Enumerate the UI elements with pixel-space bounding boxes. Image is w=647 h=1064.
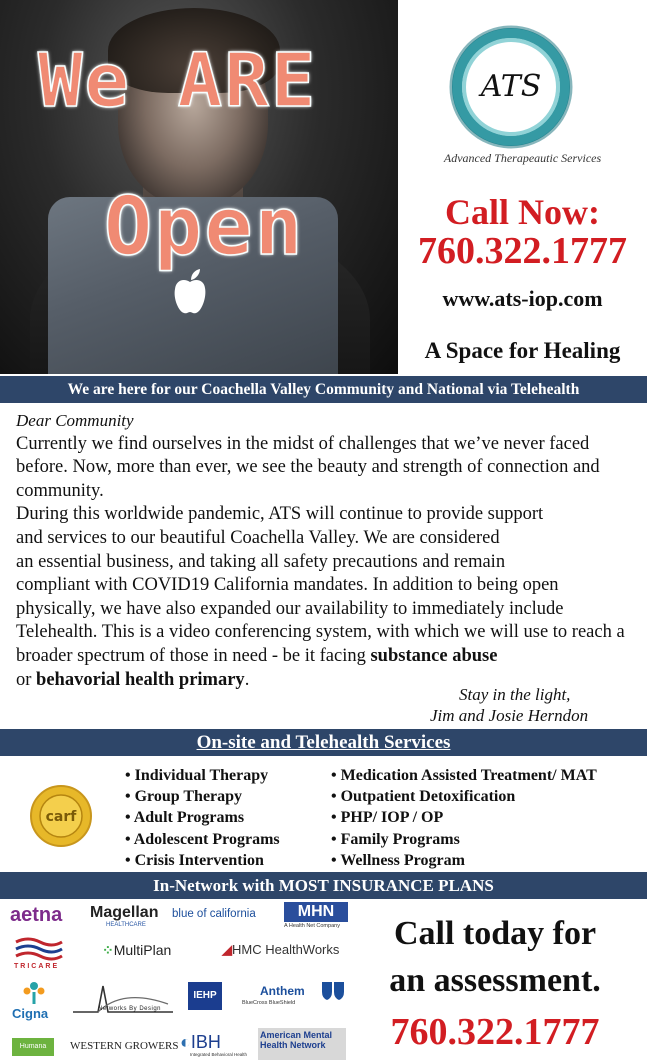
tricare-logo: TRICARE	[14, 963, 60, 970]
western-growers-logo: WESTERN GROWERS	[70, 1040, 179, 1052]
call-now-label: Call Now:	[445, 192, 600, 232]
ibh-logo	[180, 1032, 221, 1053]
mhn-logo: MHN	[284, 902, 348, 922]
magellan-logo: Magellan	[90, 904, 159, 921]
cta-line-1: Call today for	[393, 915, 597, 952]
letter-line: During this worldwide pandemic, ATS will continue to provide support	[16, 504, 544, 525]
company-name: Advanced Therapeautic Services	[443, 151, 602, 165]
bcbs-shield-icon	[320, 980, 346, 1002]
hmc-mark-icon: ◢	[222, 942, 232, 957]
services-banner	[0, 729, 647, 756]
service-item: • Adult Programs	[125, 807, 280, 828]
amhn-line-2: Health Network	[260, 1040, 326, 1050]
letter-text: or	[16, 669, 37, 690]
logo-text: ATS	[480, 69, 542, 104]
ibh-text: IBH	[190, 1032, 221, 1052]
services-heading: On-site and Telehealth Services	[196, 732, 451, 753]
letter-text: compliant with COVID19 California mandates. In addition to being open physically, we have also expanded our availability to immediately include Telehealth. This is a video conferencing system, with which we will use to reach a broader spectrum of those in need - be it facing	[16, 575, 625, 666]
aetna-logo: aetna	[10, 904, 63, 926]
services-list-left	[125, 765, 280, 871]
letter-line: an essential business, and taking all safety precautions and remain	[16, 551, 506, 572]
letter-line: and services to our beautiful Coachella Valley. We are considered	[16, 527, 500, 548]
carf-seal-icon	[30, 785, 92, 847]
service-item: • Individual Therapy	[125, 765, 280, 786]
cigna-logo: Cigna	[12, 1006, 49, 1021]
ibh-mark-icon: ◐	[180, 1032, 191, 1052]
letter-body	[16, 409, 641, 692]
insurance-banner: In-Network with MOST INSURANCE PLANS	[0, 872, 647, 899]
service-item: • Outpatient Detoxification	[331, 786, 597, 807]
tagline: A Space for Healing	[424, 338, 621, 363]
ats-logo	[446, 22, 576, 152]
insurance-logos	[10, 902, 350, 1062]
ibh-sub: Integrated Behavioral Health	[190, 1052, 248, 1057]
magellan-sub: HEALTHCARE	[106, 922, 146, 928]
anthem-sub: BlueCross BlueShield	[242, 1000, 296, 1006]
carf-text: carf	[45, 809, 77, 825]
letter-text: .	[244, 669, 250, 690]
service-item: • Family Programs	[331, 829, 597, 850]
hero-open-text: Open	[104, 180, 305, 273]
service-item: • PHP/ IOP / OP	[331, 807, 597, 828]
letter-paragraph-2	[16, 503, 641, 692]
cta-line-2: an assessment.	[389, 962, 601, 999]
service-item: • Crisis Intervention	[125, 850, 280, 871]
mhn-sub: A Health Net Company	[284, 923, 340, 929]
multiplan-logo	[102, 942, 171, 959]
humana-logo: Humana	[12, 1038, 54, 1056]
hero-we-are-text: We ARE	[38, 38, 318, 124]
cta-phone[interactable]: 760.322.1777	[390, 1011, 600, 1053]
tricare-flag-icon	[14, 936, 64, 962]
letter-bold-substance: substance abuse	[370, 645, 498, 666]
amhn-line-1: American Mental	[260, 1030, 333, 1040]
blue-california-logo: blue of california	[172, 908, 256, 920]
letter-bold-behavioral: behavorial health primary	[36, 669, 245, 690]
hmc-logo	[222, 942, 339, 958]
anthem-logo: Anthem	[260, 984, 305, 998]
letter-greeting: Dear Community	[16, 411, 134, 430]
apple-logo-icon	[170, 268, 210, 316]
service-item: • Wellness Program	[331, 850, 597, 871]
multiplan-dots-icon: ⁘	[102, 942, 114, 958]
hero-image	[0, 0, 398, 374]
amhn-logo	[258, 1028, 346, 1060]
signature-line-2: Jim and Josie Herndon	[430, 706, 589, 725]
letter-paragraph-1: Currently we find ourselves in the midst of challenges that we’ve never faced before. Now, more than ever, we see the beauty and strength of connection and community.	[16, 433, 600, 501]
community-banner: We are here for our Coachella Valley Community and National via Telehealth	[0, 376, 647, 403]
service-item: • Medication Assisted Treatment/ MAT	[331, 765, 597, 786]
hmc-text: HMC HealthWorks	[232, 942, 340, 957]
website-link[interactable]: www.ats-iop.com	[442, 286, 603, 311]
cigna-tree-icon	[20, 980, 48, 1006]
call-now-phone[interactable]: 760.322.1777	[418, 230, 627, 272]
networks-design-logo: Networks By Design	[98, 1006, 162, 1012]
service-item: • Adolescent Programs	[125, 829, 280, 850]
signature-line-1: Stay in the light,	[459, 685, 571, 704]
services-list-right	[331, 765, 597, 871]
letter-line-rich	[16, 574, 641, 668]
multiplan-text: MultiPlan	[113, 942, 172, 958]
service-item: • Group Therapy	[125, 786, 280, 807]
iehp-logo: IEHP	[188, 982, 222, 1010]
